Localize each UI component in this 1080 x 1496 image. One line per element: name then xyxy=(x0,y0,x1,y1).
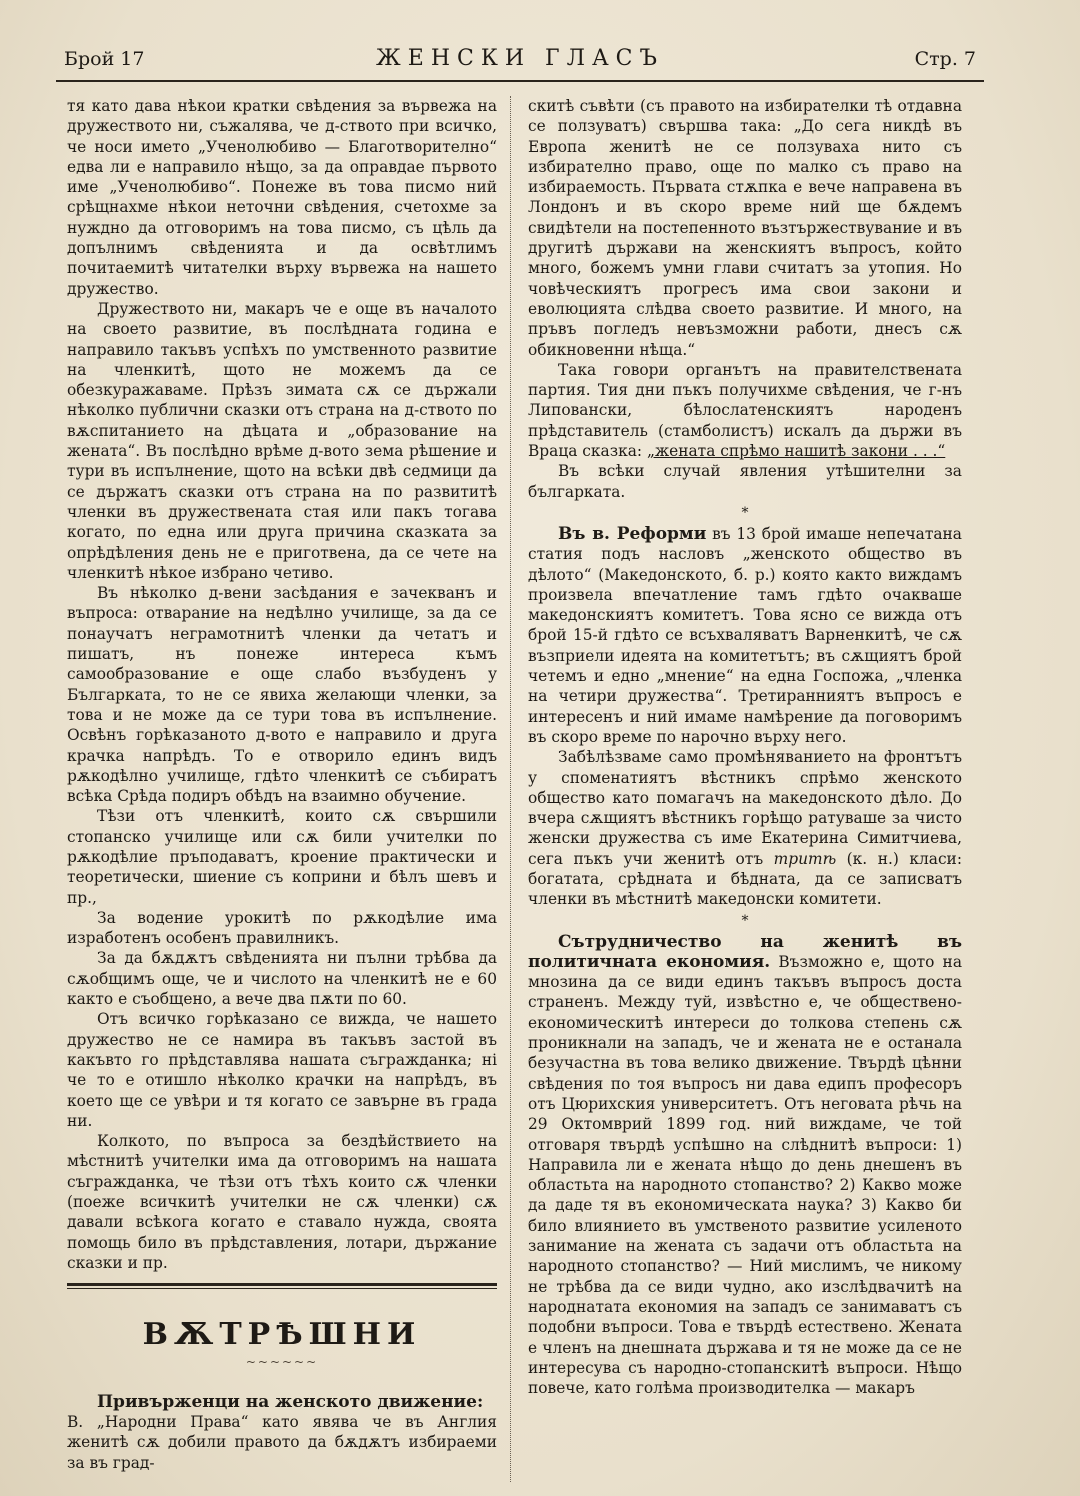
paragraph: скитѣ съвѣти (съ правото на избирателки тѣ отдавна се ползуватъ) свършва така: „До сега никдѣ въ Европа женитѣ не се ползуваха нито съ избирателно право, още по малко съ право на избираемость. Първата стѫпка е вече направена въ Лондонъ и въ скоро време ний ще бѫдемъ свидѣтели на постепенното възтържествувание и въ другитѣ държави на женскиятъ въпросъ, който много, божемъ умни глави считатъ за утопия. Но човѣческиятъ прогресъ има свои закони и еволюцията слѣдва своето развитие. И много, на пръвъ погледъ невъзможни работи, днесъ сѫ обикновенни нѣща.“ xyxy=(528,97,962,359)
paragraph xyxy=(528,524,962,747)
paragraph: За да бѫдѫтъ свѣденията ни пълни трѣбва да сѫобщимъ още, че и числото на членкитѣ не е 60 както е съобщено, а вече два пѫти по 60. xyxy=(67,949,497,1009)
page-header xyxy=(64,46,976,76)
paragraph-text: въ 13 брой имаше непечатана статия подъ насловъ „женското общество въ дѣлото“ (Македонското, б. р.) която както виждамъ произвела впечатление тамъ гдѣто очакваше македонскиятъ комитетъ. Това ясно се вижда отъ брой 15-й гдѣто се всъхваляватъ Варненкитѣ, че сѫ възприели идеята на комитетътъ; въ сѫщиятъ брой четемъ и едно „мнение“ на една Госпожа, „членка на четири дружества“. Третиранниятъ въпросъ е интересенъ и ний имаме намѣрение да поговоримъ въ скоро време по нарочно върху него. xyxy=(528,524,962,746)
separator-star: * xyxy=(741,504,749,521)
column-divider xyxy=(510,96,511,1482)
paragraph: В. „Народни Права“ като явява че въ Англия женитѣ сѫ добили правото да бѫдѫтъ избираеми за въ град- xyxy=(67,1413,497,1472)
article-head: Въ в. Реформи xyxy=(558,523,707,544)
paragraph-text: Така говори органътъ на правителствената партия. Тия дни пъкъ получихме свѣдения, че г-нъ Липовански, бѣлослатенскиятъ народенъ прѣдставитель (стамболистъ) искалъ да държи въ Враца сказка: xyxy=(528,360,962,461)
article-head: Привърженци на женското движение: xyxy=(97,1391,484,1412)
paragraph-text: Възможно е, щото на мнозина да се види единъ такъвъ въпросъ доста страненъ. Между туй, извѣстно е, че обществено-економическитѣ интереси до толкова степень сѫ проникнали на западъ, че и жената не е останала безучастна въ това велико движение. Твърдѣ цѣнни свѣдения по тоя въпросъ ни дава едипъ професоръ отъ Цюрихския университетъ. Отъ неговата рѣчь на 29 Октомврий 1899 год. ний виждаме, че той отговаря твърдѣ успѣшно на слѣднитѣ въпроси: 1) Направила ли е жената нѣщо до день днешенъ въ областьта на народното стопанство? 2) Какво може да даде тя въ економическата наука? 3) Какво би било влиянието въ умственото развитие усиленото занимание на жената съ задачи отъ областьта на народното стопанство? — Ний мислимъ, че никому не трѣбва да се види чудно, ако изслѣдвачитѣ на народнатата економия на западъ се занимаватъ съ подобни въпроси. Това е твърдѣ естествено. Жената е членъ на днешната държава и тя не може да се не интересува съ народно-стопанскитѣ въпроси. Нѣщо повече, като голѣма производителка — макаръ xyxy=(528,952,962,1398)
paragraph: тя като дава нѣкои кратки свѣдения за вървежа на дружеството ни, съжалява, че д-ството при всичко, че носи името „Ученолюбиво — Благотворително“ едва ли е направило нѣщо, за да оправдае първото име „Ученолюбиво“. Понеже въ това писмо ний срѣщнахме нѣкои неточни свѣдения, счетохме за нуждно да отговоримъ на това писмо, съ цѣль да допълнимъ свѣденията и да освѣтлимъ почитаемитѣ читателки върху вървежа на нашето дружество. xyxy=(67,97,497,298)
ornament: ~~~~~~ xyxy=(245,1354,319,1369)
separator-star: * xyxy=(741,912,749,929)
paragraph xyxy=(528,360,962,461)
article-head: Сътрудничество на женитѣ въ политичната економия. xyxy=(528,931,962,972)
masthead-title: ЖЕНСКИ ГЛАСЪ xyxy=(376,46,664,71)
paragraph: Тѣзи отъ членкитѣ, които сѫ свършили стопанско училище или сѫ били учителки по рѫкодѣлие пръподаватъ, кроение практически и теоретически, шиение съ коприни и бѣлъ шевъ и пр., xyxy=(67,807,497,907)
paragraph: Дружеството ни, макаръ че е още въ началото на своето развитие, въ послѣднатa година е направило такъвъ успѣхъ по умственното развитие на членкитѣ, щото не можемъ да се обезкуражаваме. Прѣзъ зимата сѫ се държали нѣколко публични сказки отъ страна на д-ството по вѫспитанието на дѣцата и „образование на жената“. Въ послѣдно врѣме д-вото зема рѣшение и тури въ испълнение, щото на всѣки двѣ седмици да се държатъ сказки отъ страна на по развититѣ членки въ дружествената стая или пакъ тогава когато, по една или друга причина сказката за опрѣдѣления день не е приготвена, да се чете на членкитѣ нѣкое избрано четиво. xyxy=(67,299,497,582)
issue-number: Брой 17 xyxy=(64,48,145,70)
paragraph: За водение урокитѣ по рѫкодѣлие има изработенъ особенъ правилникъ. xyxy=(67,908,497,948)
underlined-quote: „жената спрѣмо нашитѣ закони . . .“ xyxy=(647,442,946,461)
paragraph: Въ всѣки случай явления утѣшителни за българката. xyxy=(528,462,962,501)
section-divider xyxy=(67,1283,497,1286)
italic-word: тритѣ xyxy=(773,849,837,868)
paragraph xyxy=(528,747,962,909)
right-column xyxy=(528,96,962,1398)
section-divider-thin xyxy=(67,1288,497,1289)
section-title: ВѪТРѢШНИ xyxy=(142,1317,422,1353)
left-column xyxy=(67,96,497,1473)
paragraph-text: (к. н.) класи: богатата, срѣдната и бѣдната, да се записватъ членки въ мѣстнитѣ македонски комитети. xyxy=(528,849,963,909)
paragraph xyxy=(528,932,962,1399)
paragraph: Колкото, по въпроса за бездѣйствието на мѣстнитѣ учителки има да отговоримъ на нашата съгражданка, че тѣзи отъ тѣхъ които сѫ членки (поеже всичкитѣ учителки не сѫ членки) сѫ давали всѣкога когато е ставало нужда, своята помощь било въ прѣдставления, лотари, държание сказки и пр. xyxy=(67,1132,497,1272)
page-number: Стр. 7 xyxy=(914,48,976,70)
paragraph-text: Забѣлѣзваме само промѣняванието на фронтътъ у споменатиятъ вѣстникъ спрѣмо женското общество като помагачъ на македонското дѣло. До вчера сѫщиятъ вѣстникъ горѣщо ратуваше за чисто женски дружества съ име Екатерина Симитчиева, сега пъкъ учи женитѣ отъ xyxy=(528,748,962,868)
paragraph: Въ нѣколко д-вени засѣдания е зачекванъ и въпроса: отварание на недѣлно училище, за да се понаучатъ неграмотнитѣ членки да четатъ и пишатъ, нъ понеже интереса къмъ самообразование е още слабо възбуденъ у Българката, то не се явиха желающи членки, за това и не може да се тури това въ испълнение. Освѣнъ горѣказаното д-вото е направило и друга крачка напрѣдъ. То е отворило единъ видъ рѫкодѣлно училище, гдѣто членкитѣ се събиратъ всѣка Срѣда подиръ обѣдъ на взаимно обучение. xyxy=(67,584,497,806)
header-rule xyxy=(56,80,984,82)
paragraph: Отъ всичко горѣказано се вижда, че нашето дружество не се намира въ такъвъ застой въ какъвто го прѣдставлява нашата съгражданка; ні че то е отишло нѣколко крачки на напрѣдъ, въ което ще се увѣри и тя когато се завърне въ града ни. xyxy=(67,1010,497,1130)
